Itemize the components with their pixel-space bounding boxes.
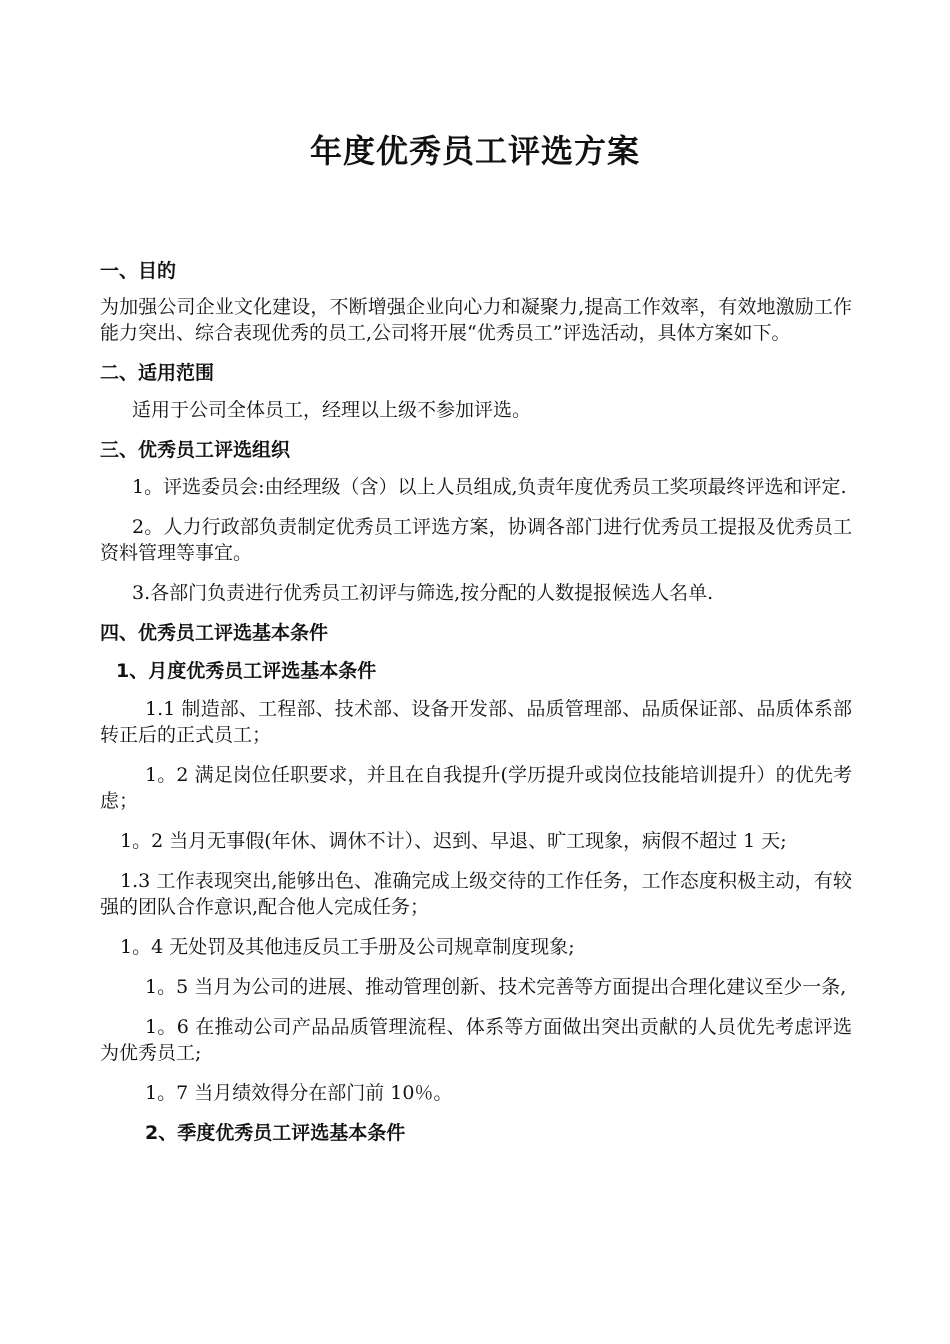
section-paragraph: 3.各部门负责进行优秀员工初评与筛选,按分配的人数提报候选人名单.	[132, 582, 714, 604]
condition-item: 1。4 无处罚及其他违反员工手册及公司规章制度现象;	[120, 936, 575, 958]
section-heading-purpose: 一、目的	[100, 260, 177, 282]
subsection-heading-quarterly: 2、季度优秀员工评选基本条件	[145, 1122, 406, 1144]
section-heading-organization: 三、优秀员工评选组织	[100, 439, 291, 461]
condition-item: 1。5 当月为公司的进展、推动管理创新、技术完善等方面提出合理化建议至少一条,	[145, 976, 847, 998]
subsection-heading-monthly: 1、月度优秀员工评选基本条件	[116, 660, 377, 682]
section-paragraph: 为加强公司企业文化建设，不断增强企业向心力和凝聚力,提高工作效率，有效地激励工作能力突出、综合表现优秀的员工,公司将开展“优秀员工”评选活动，具体方案如下。	[100, 296, 852, 344]
section-paragraph: 2。人力行政部负责制定优秀员工评选方案，协调各部门进行优秀员工提报及优秀员工资料管理等事宜。	[100, 516, 852, 564]
condition-item: 1.3 工作表现突出,能够出色、准确完成上级交待的工作任务，工作态度积极主动，有较强的团队合作意识,配合他人完成任务；	[100, 870, 852, 918]
condition-item: 1。7 当月绩效得分在部门前 10％。	[145, 1082, 453, 1104]
condition-item: 1。2 当月无事假(年休、调休不计）、迟到、早退、旷工现象，病假不超过 1 天;	[120, 830, 787, 852]
section-paragraph: 适用于公司全体员工，经理以上级不参加评选。	[132, 399, 532, 421]
condition-item: 1。6 在推动公司产品品质管理流程、体系等方面做出突出贡献的人员优先考虑评选为优秀员工;	[100, 1016, 852, 1064]
condition-item: 1.1 制造部、工程部、技术部、设备开发部、品质管理部、品质保证部、品质体系部转正后的正式员工；	[100, 698, 852, 746]
section-heading-conditions: 四、优秀员工评选基本条件	[100, 622, 329, 644]
condition-item: 1。2 满足岗位任职要求，并且在自我提升(学历提升或岗位技能培训提升）的优先考虑；	[100, 764, 852, 812]
document-body	[100, 258, 852, 1146]
section-heading-scope: 二、适用范围	[100, 362, 215, 384]
document-title: 年度优秀员工评选方案	[309, 132, 640, 170]
section-paragraph: 1。评选委员会:由经理级（含）以上人员组成,负责年度优秀员工奖项最终评选和评定.	[132, 476, 847, 498]
